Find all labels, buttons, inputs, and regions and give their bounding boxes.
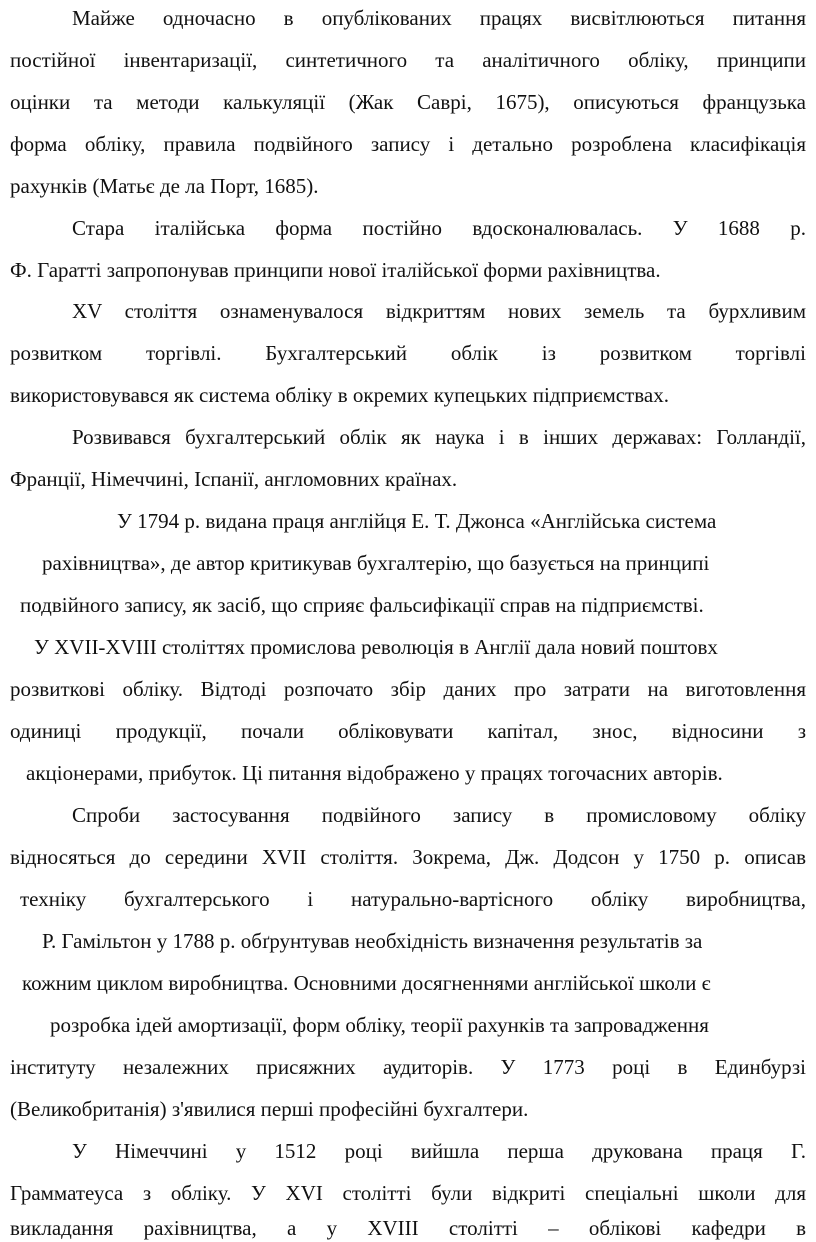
text-line: відносяться до середини XVII століття. Зокрема, Дж. Додсон у 1750 р. описав bbox=[10, 845, 806, 869]
text-line: XV століття ознаменувалося відкриттям нових земель та бурхливим bbox=[72, 299, 806, 323]
text-line: Франції, Німеччині, Іспанії, англомовних країнах. bbox=[10, 467, 458, 491]
text-line: Розвивався бухгалтерський облік як наука і в інших державах: Голландії, bbox=[72, 425, 806, 449]
text-line: розробка ідей амортизації, форм обліку, теорії рахунків та запровадження bbox=[50, 1013, 709, 1037]
text-line: одиниці продукції, почали обліковувати капітал, знос, відносини з bbox=[10, 719, 806, 743]
text-line: рахівництва», де автор критикував бухгалтерію, що базується на принципі bbox=[42, 551, 710, 575]
text-line: розвитком торгівлі. Бухгалтерський облік із розвитком торгівлі bbox=[10, 341, 806, 365]
text-line: постійної інвентаризації, синтетичного та аналітичного обліку, принципи bbox=[10, 48, 806, 72]
text-line: інституту незалежних присяжних аудиторів. У 1773 році в Единбурзі bbox=[10, 1055, 806, 1079]
text-line: подвійного запису, як засіб, що сприяє фальсифікації справ на підприємстві. bbox=[20, 593, 704, 617]
text-line: викладання рахівництва, а у XVIII столітті – облікові кафедри в bbox=[10, 1216, 806, 1240]
text-line: оцінки та методи калькуляції (Жак Саврі, 1675), описуються французька bbox=[10, 90, 806, 114]
text-line: (Великобританія) з'явилися перші професійні бухгалтери. bbox=[10, 1097, 529, 1121]
text-line: техніку бухгалтерського і натурально-вартісного обліку виробництва, bbox=[20, 887, 806, 911]
text-line: кожним циклом виробництва. Основними досягненнями англійської школи є bbox=[22, 971, 711, 995]
text-line: використовувався як система обліку в окремих купецьких підприємствах. bbox=[10, 383, 669, 407]
text-line: рахунків (Матьє де ла Порт, 1685). bbox=[10, 174, 319, 198]
text-line: Стара італійська форма постійно вдосконалювалась. У 1688 р. bbox=[72, 216, 806, 240]
text-line: Ф. Гаратті запропонував принципи нової італійської форми рахівництва. bbox=[10, 258, 661, 282]
text-line: акціонерами, прибуток. Ці питання відображено у працях тогочасних авторів. bbox=[26, 761, 723, 785]
text-line: У XVII-XVIII століттях промислова революція в Англії дала новий поштовх bbox=[34, 635, 718, 659]
text-line: У 1794 р. видана праця англійця Е. Т. Джонса «Англійська система bbox=[117, 509, 717, 533]
text-line: форма обліку, правила подвійного запису і детально розроблена класифікація bbox=[10, 132, 806, 156]
text-line: розвиткові обліку. Відтоді розпочато збір даних про затрати на виготовлення bbox=[10, 677, 806, 701]
text-line: Грамматеуса з обліку. У XVI столітті були відкриті спеціальні школи для bbox=[10, 1181, 806, 1205]
text-line: Р. Гамільтон у 1788 р. обґрунтував необхідність визначення результатів за bbox=[42, 929, 703, 953]
text-line: Майже одночасно в опублікованих працях висвітлюються питання bbox=[72, 6, 806, 30]
text-line: Спроби застосування подвійного запису в промисловому обліку bbox=[72, 803, 806, 827]
text-line: У Німеччині у 1512 році вийшла перша друкована праця Г. bbox=[72, 1139, 806, 1163]
